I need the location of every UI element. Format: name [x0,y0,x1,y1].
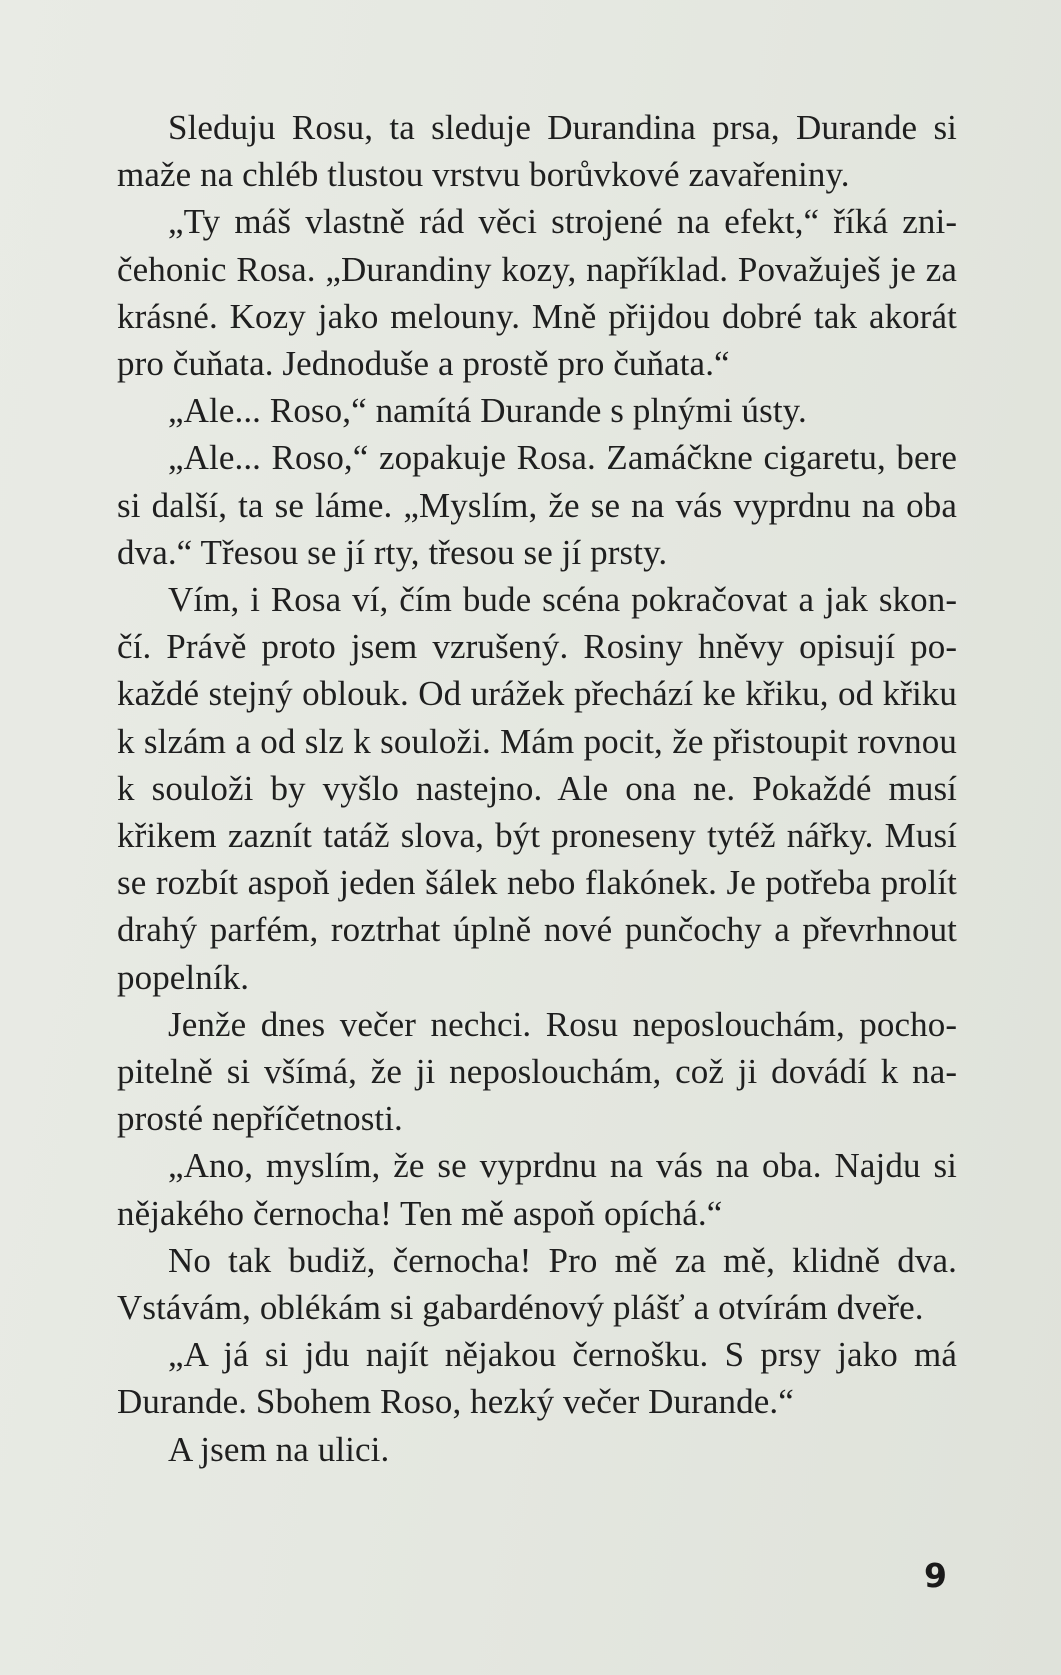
paragraph: „A já si jdu najít nějakou černošku. S prsy jako má Durande. Sbohem Roso, hezký večer Durande.“ [117,1335,957,1422]
body-text [117,104,957,1473]
paragraph: No tak budiž, černocha! Pro mě za mě, klidně dva. Vstávám, oblékám si gabardénový plášť a otvírám dveře. [117,1240,957,1328]
page-number: 9 [924,1556,947,1595]
paragraph: Sleduju Rosu, ta sleduje Durandina prsa, Durande si maže na chléb tlustou vrstvu borůvkové zavařeniny. [117,108,957,195]
paragraph: „Ano, myslím, že se vyprdnu na vás na oba. Najdu si nějakého černocha! Ten mě aspoň opíchá.“ [117,1146,957,1233]
paragraph: Vím, i Rosa ví, čím bude scéna pokračovat a jak skončí. Právě proto jsem vzrušený. Rosiny hněvy opisují pokaždé stejný oblouk. Od urážek přechází ke křiku, od křiku k slzám a od slz k souloži. Mám pocit, že přistoupit rovnou k souloži by vyšlo nastejno. Ale ona ne. Pokaždé musí křikem zaznít tatáž slova, být proneseny tytéž nářky. Musí se rozbít aspoň jeden šálek nebo flakónek. Je potřeba prolít drahý parfém, roztrhat úplně nové punčochy a převrhnout popelník. [117,580,957,997]
paragraph: „Ale... Roso,“ namítá Durande s plnými ústy. [168,391,807,431]
paragraph: „Ale... Roso,“ zopakuje Rosa. Zamáčkne cigaretu, bere si další, ta se láme. „Myslím, že se na vás vyprdnu na oba dva.“ Třesou se jí rty, třesou se jí prsty. [117,438,957,572]
paragraph: A jsem na ulici. [168,1429,390,1469]
paragraph: Jenže dnes večer nechci. Rosu neposlouchám, pochopitelně si všímá, že ji neposlouchám, což ji dovádí k naprosté nepříčetnosti. [117,1004,957,1139]
paragraph: „Ty máš vlastně rád věci strojené na efekt,“ říká zničehonic Rosa. „Durandiny kozy, například. Považuješ je za krásné. Kozy jako melouny. Mně přijdou dobré tak akorát pro čuňata. Jednoduše a prostě pro čuňata.“ [117,202,957,384]
